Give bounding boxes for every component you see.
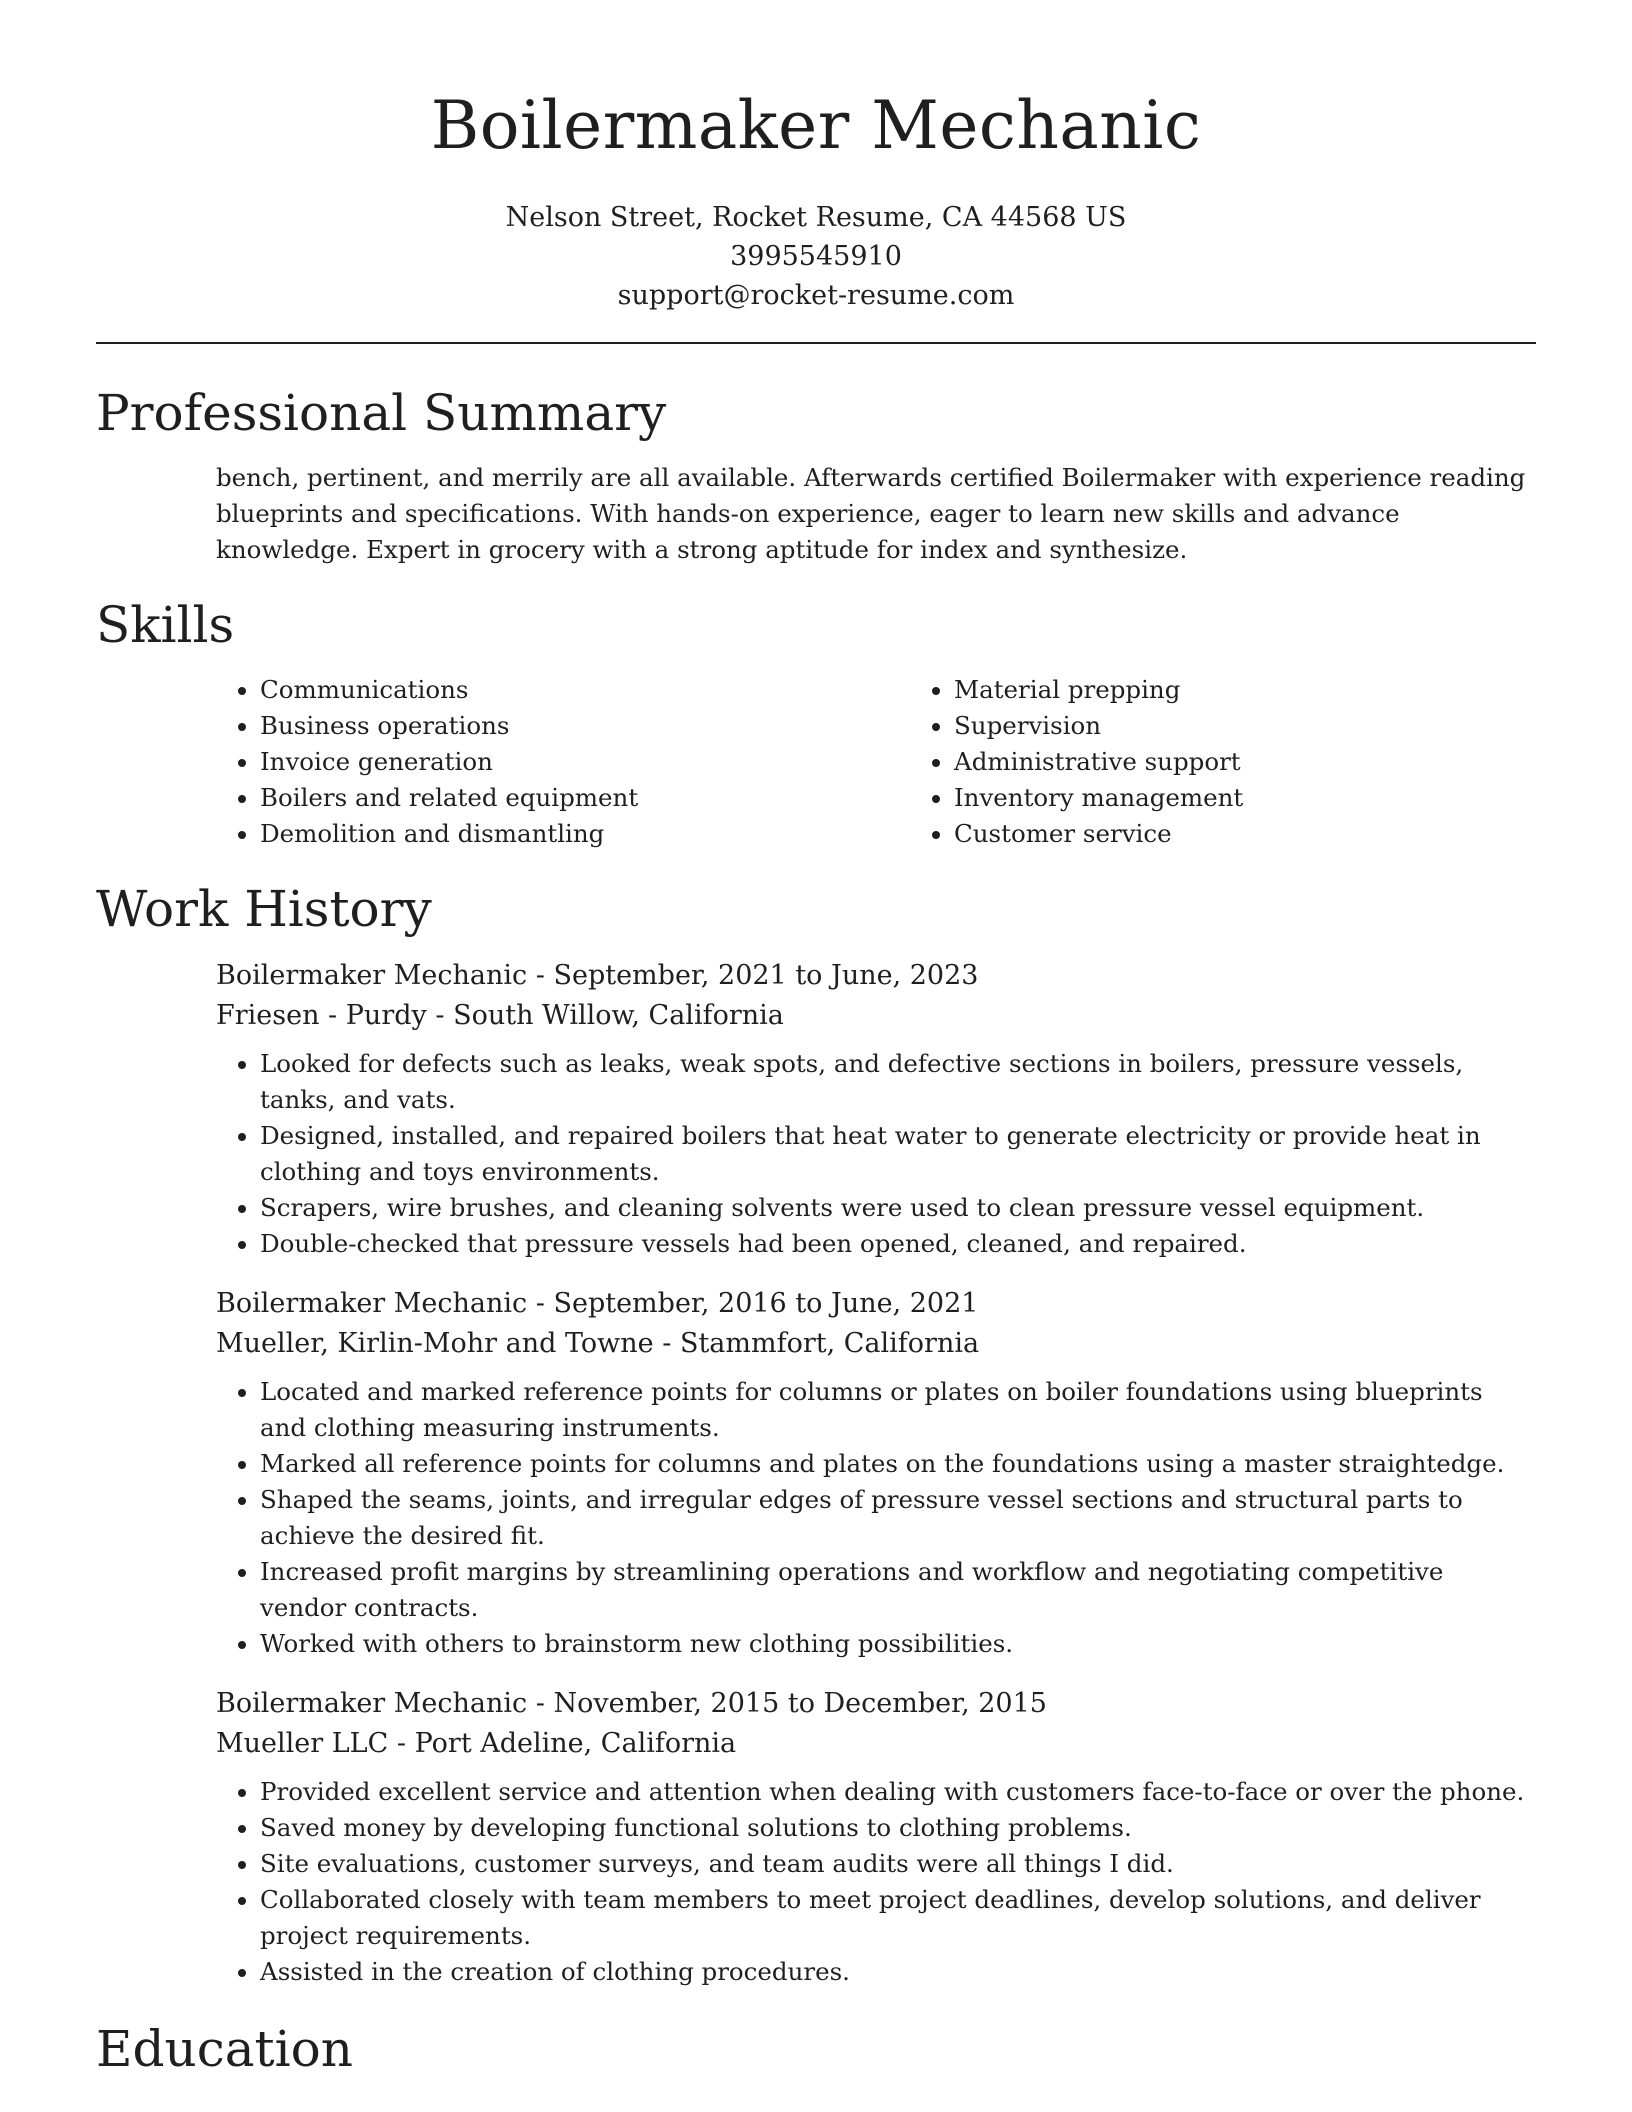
skill-item: • Business operations <box>260 708 910 744</box>
job-company: Mueller LLC <box>216 1728 389 1759</box>
job-location: South Willow, California <box>453 1000 784 1031</box>
job-bullet: • Site evaluations, customer surveys, and team audits were all things I did. <box>260 1846 1536 1882</box>
education-section <box>96 2012 1536 2086</box>
candidate-name: Boilermaker Mechanic <box>430 87 1202 164</box>
job-company: Friesen - Purdy <box>216 1000 427 1031</box>
contact-address: Nelson Street, Rocket Resume, CA 44568 US <box>505 202 1127 233</box>
job-company: Mueller, Kirlin-Mohr and Towne <box>216 1328 654 1359</box>
section-title-summary: Professional Summary <box>96 384 667 442</box>
job-location: Port Adeline, California <box>414 1728 737 1759</box>
summary-text: bench, pertinent, and merrily are all available. Afterwards certified Boilermaker with experience reading blueprints and specifications. With hands-on experience, eager to learn new skills and advance knowledge. Expert in grocery with a strong aptitude for index and synthesize. <box>216 463 1526 564</box>
skill-item: • Inventory management <box>954 780 1514 816</box>
job-bullet: • Marked all reference points for columns and plates on the foundations using a master straightedge. <box>260 1446 1536 1482</box>
job-entry <box>216 956 1536 1262</box>
skill-item: • Customer service <box>954 816 1514 852</box>
job-bullet: • Collaborated closely with team members to meet project deadlines, develop solutions, and deliver project requirements. <box>260 1882 1536 1954</box>
header-divider <box>96 342 1536 344</box>
job-entry <box>216 1684 1536 1990</box>
job-bullet: • Provided excellent service and attention when dealing with customers face-to-face or over the phone. <box>260 1774 1536 1810</box>
job-title-line <box>216 1284 1536 1324</box>
work-history-section <box>96 872 1536 1990</box>
skill-item: • Supervision <box>954 708 1514 744</box>
skill-item: • Administrative support <box>954 744 1514 780</box>
job-location: Stammfort, California <box>679 1328 980 1359</box>
skill-item: • Boilers and related equipment <box>260 780 910 816</box>
separator: - <box>388 1728 415 1759</box>
job-bullets <box>216 1046 1536 1262</box>
job-bullet: • Saved money by developing functional solutions to clothing problems. <box>260 1810 1536 1846</box>
separator: - <box>426 1000 454 1031</box>
job-bullet: • Designed, installed, and repaired boilers that heat water to generate electricity or provide heat in clothing and toys environments. <box>260 1118 1536 1190</box>
resume-body <box>96 376 1536 2086</box>
skills-column-2 <box>910 672 1514 852</box>
job-title: Boilermaker Mechanic <box>216 960 528 991</box>
resume-header <box>0 0 1632 315</box>
job-bullet: • Looked for defects such as leaks, weak spots, and defective sections in boilers, pressure vessels, tanks, and vats. <box>260 1046 1536 1118</box>
job-company-line <box>216 996 1536 1036</box>
job-title: Boilermaker Mechanic <box>216 1288 528 1319</box>
job-bullet: • Assisted in the creation of clothing procedures. <box>260 1954 1536 1990</box>
separator: - <box>527 960 554 991</box>
separator: - <box>527 1688 554 1719</box>
job-dates: September, 2021 to June, 2023 <box>553 960 979 991</box>
job-bullet: • Increased profit margins by streamlining operations and workflow and negotiating competitive vendor contracts. <box>260 1554 1536 1626</box>
skills-section <box>96 588 1536 852</box>
job-bullet: • Located and marked reference points for columns or plates on boiler foundations using blueprints and clothing measuring instruments. <box>260 1374 1536 1446</box>
job-dates: November, 2015 to December, 2015 <box>553 1688 1047 1719</box>
job-bullets <box>216 1374 1536 1662</box>
job-bullet: • Shaped the seams, joints, and irregular edges of pressure vessel sections and structural parts to achieve the desired fit. <box>260 1482 1536 1554</box>
job-entry <box>216 1284 1536 1662</box>
job-title-line <box>216 1684 1536 1724</box>
skill-item: • Demolition and dismantling <box>260 816 910 852</box>
separator: - <box>527 1288 554 1319</box>
skill-item: • Invoice generation <box>260 744 910 780</box>
contact-email: support@rocket-resume.com <box>617 280 1015 311</box>
job-company-line <box>216 1324 1536 1364</box>
separator: - <box>653 1328 680 1359</box>
job-title: Boilermaker Mechanic <box>216 1688 528 1719</box>
job-bullet: • Worked with others to brainstorm new clothing possibilities. <box>260 1626 1536 1662</box>
skill-item: • Communications <box>260 672 910 708</box>
summary-section <box>96 376 1536 568</box>
job-title-line <box>216 956 1536 996</box>
section-title-skills: Skills <box>96 596 235 654</box>
contact-phone: 3995545910 <box>730 241 902 272</box>
skills-columns <box>216 672 1536 852</box>
job-bullet: • Scrapers, wire brushes, and cleaning solvents were used to clean pressure vessel equipment. <box>260 1190 1536 1226</box>
job-company-line <box>216 1724 1536 1764</box>
job-bullet: • Double-checked that pressure vessels had been opened, cleaned, and repaired. <box>260 1226 1536 1262</box>
skills-column-1 <box>216 672 910 852</box>
skill-item: • Material prepping <box>954 672 1514 708</box>
contact-block <box>0 198 1632 315</box>
section-title-work-history: Work History <box>96 880 432 938</box>
section-title-education: Education <box>96 2020 353 2078</box>
job-bullets <box>216 1774 1536 1990</box>
job-dates: September, 2016 to June, 2021 <box>553 1288 979 1319</box>
